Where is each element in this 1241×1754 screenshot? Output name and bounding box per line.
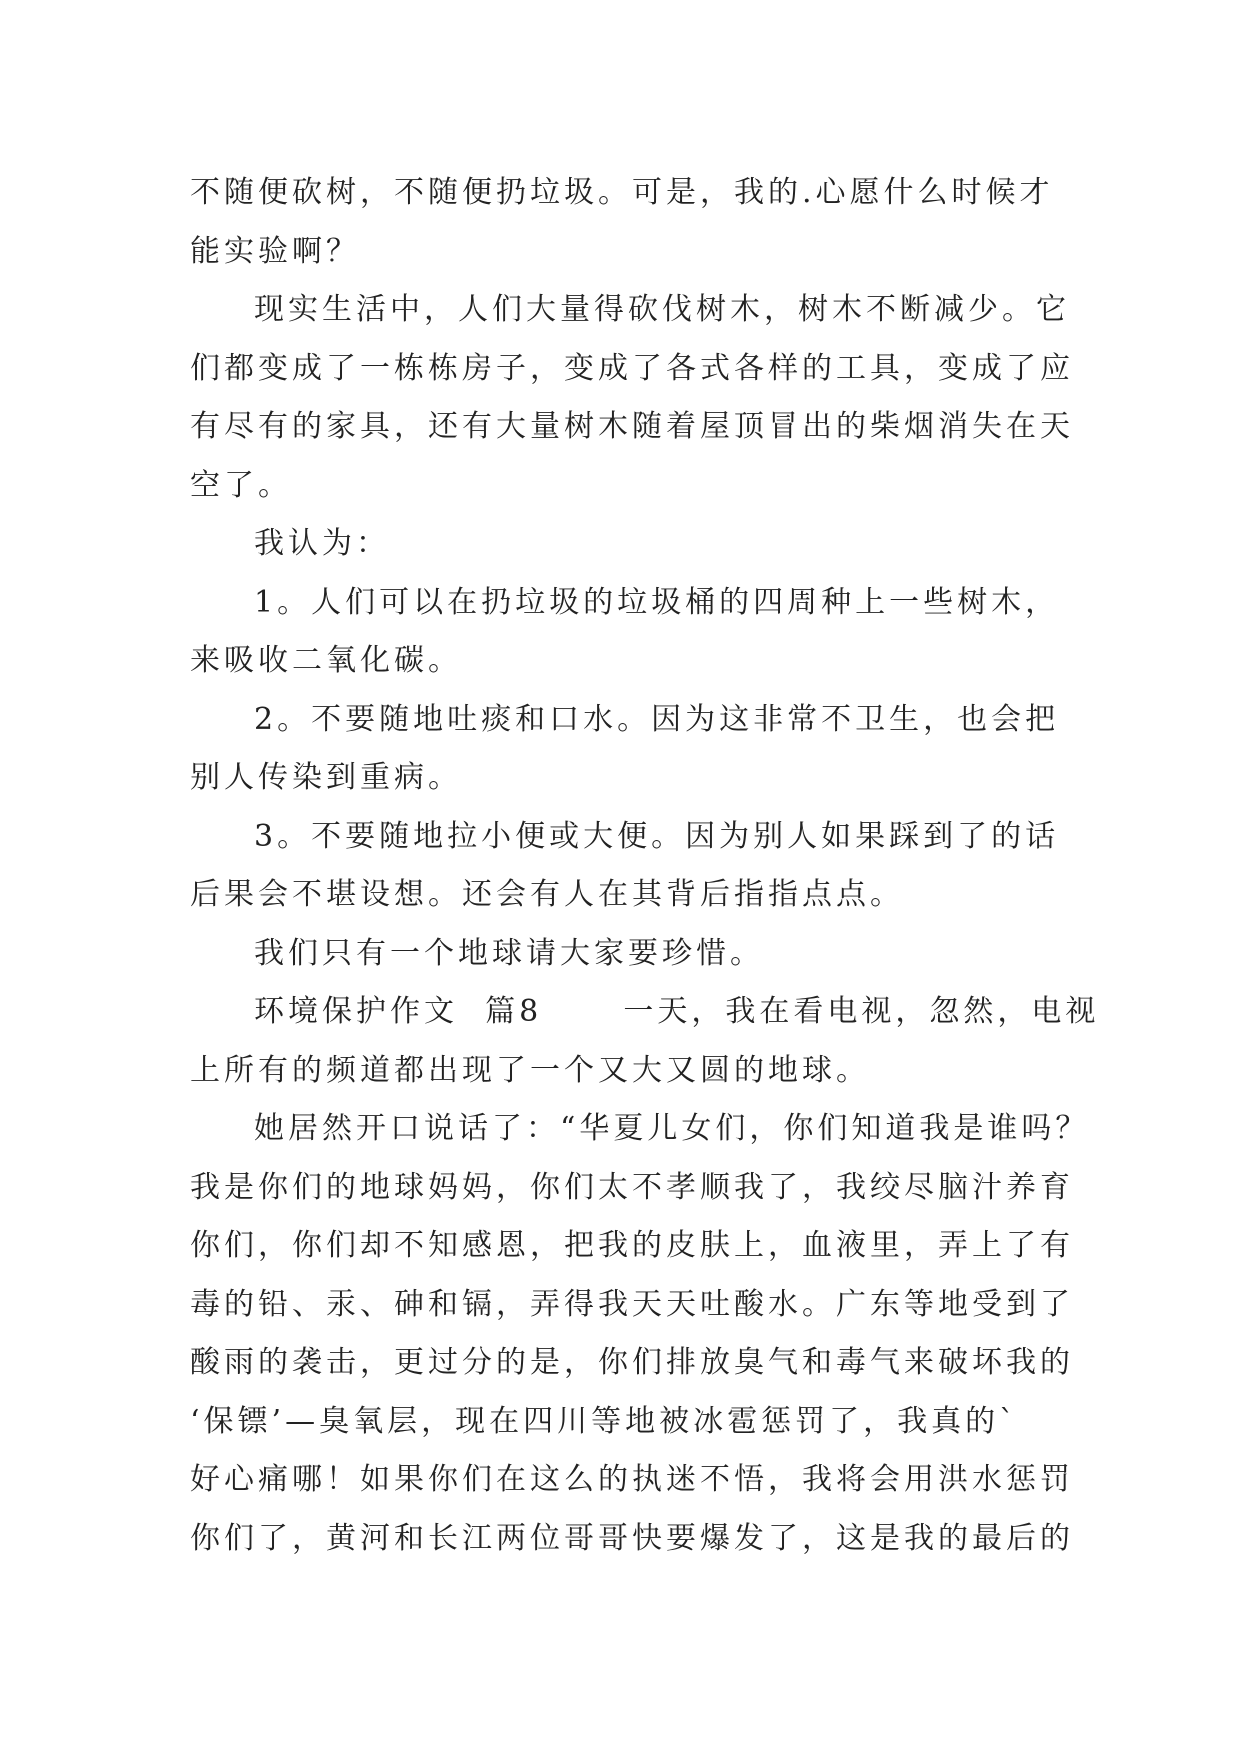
text-line: ‘保镖’—臭氧层，现在四川等地被冰雹惩罚了，我真的` (190, 1403, 1019, 1439)
text-line: 空了。 (190, 467, 292, 503)
paragraph-1 (190, 164, 1060, 281)
text-line: 们都变成了一栋栋房子，变成了各式各样的工具，变成了应 (190, 350, 1074, 386)
text-line: 来吸收二氧化碳。 (190, 643, 462, 678)
text-line: 毒的铅、汞、砷和镉，弄得我天天吐酸水。广东等地受到了 (190, 1286, 1074, 1322)
paragraph-6 (190, 808, 1060, 925)
text-line: 能实验啊？ (190, 233, 360, 269)
text-line: 我们只有一个地球请大家要珍惜。 (254, 935, 764, 971)
text-line: 你们，你们却不知感恩，把我的皮肤上，血液里，弄上了有 (190, 1228, 1074, 1263)
text-line: 现实生活中，人们大量得砍伐树木，树木不断减少。它 (254, 292, 1070, 327)
text-line: 后果会不堪设想。还会有人在其背后指指点点。 (190, 877, 904, 912)
paragraph-4 (190, 574, 1060, 691)
text-line: 她居然开口说话了：“华夏儿女们，你们知道我是谁吗？ (254, 1111, 1090, 1146)
text-line: 1。人们可以在扔垃圾的垃圾桶的四周种上一些树木， (254, 584, 1060, 620)
text-line: 别人传染到重病。 (190, 760, 462, 795)
paragraph-5 (190, 691, 1060, 808)
text-line: 我是你们的地球妈妈，你们太不孝顺我了，我绞尽脑汁养育 (190, 1169, 1074, 1205)
paragraph-9 (190, 1100, 1090, 1568)
text-line: 酸雨的袭击，更过分的是，你们排放臭气和毒气来破坏我的 (190, 1345, 1074, 1380)
text-line: 我认为： (254, 526, 390, 561)
text-line: 环境保护作文 篇8 一天，我在看电视，忽然，电视 (254, 994, 1100, 1029)
text-line: 3。不要随地拉小便或大便。因为别人如果踩到了的话 (254, 818, 1060, 854)
paragraph-7 (190, 925, 1060, 984)
text-line: 上所有的频道都出现了一个又大又圆的地球。 (190, 1052, 870, 1088)
text-line: 不随便砍树，不随便扔垃圾。可是，我的.心愿什么时候才 (190, 175, 1054, 210)
document-body (190, 164, 1100, 1568)
text-line: 2。不要随地吐痰和口水。因为这非常不卫生，也会把 (254, 701, 1060, 737)
paragraph-8 (190, 983, 1100, 1100)
paragraph-2 (190, 281, 1074, 515)
paragraph-3 (190, 515, 1060, 574)
text-line: 有尽有的家具，还有大量树木随着屋顶冒出的柴烟消失在天 (190, 409, 1074, 444)
text-line: 好心痛哪！如果你们在这么的执迷不悟，我将会用洪水惩罚 (190, 1462, 1074, 1497)
text-line: 你们了，黄河和长江两位哥哥快要爆发了，这是我的最后的 (190, 1520, 1074, 1556)
